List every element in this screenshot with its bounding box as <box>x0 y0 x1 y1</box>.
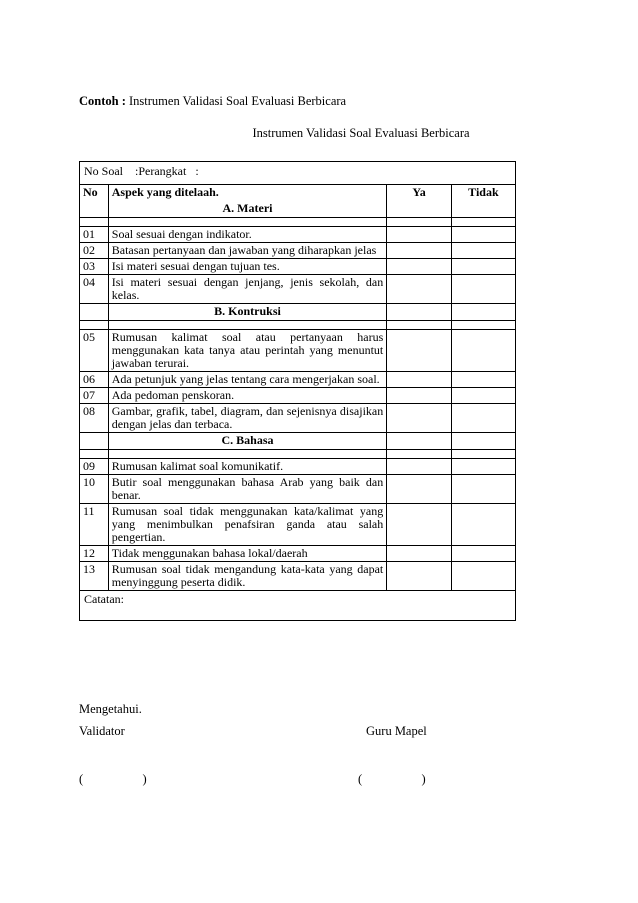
gap-cell <box>387 218 452 227</box>
section-gap-row <box>80 218 516 227</box>
tidak-checkbox-cell[interactable] <box>451 546 515 562</box>
section-title-row <box>80 201 516 218</box>
section-spacer <box>80 433 109 450</box>
item-number: 05 <box>80 330 109 372</box>
item-number: 08 <box>80 404 109 433</box>
section-title: B. Kontruksi <box>108 304 386 321</box>
gap-cell <box>387 321 452 330</box>
section-spacer <box>80 304 109 321</box>
column-header-ya: Ya <box>387 185 452 202</box>
example-caption <box>79 94 346 109</box>
tidak-checkbox-cell[interactable] <box>451 404 515 433</box>
column-header-no: No <box>80 185 109 202</box>
tidak-checkbox-cell[interactable] <box>451 227 515 243</box>
item-aspect: Batasan pertanyaan dan jawaban yang diharapkan jelas <box>108 243 386 259</box>
tidak-cell <box>451 201 515 218</box>
ya-checkbox-cell[interactable] <box>387 475 452 504</box>
item-number: 06 <box>80 372 109 388</box>
item-aspect: Soal sesuai dengan indikator. <box>108 227 386 243</box>
tidak-checkbox-cell[interactable] <box>451 243 515 259</box>
item-number: 09 <box>80 459 109 475</box>
ya-checkbox-cell[interactable] <box>387 504 452 546</box>
ya-checkbox-cell[interactable] <box>387 562 452 591</box>
table-row <box>80 330 516 372</box>
gap-cell <box>108 321 386 330</box>
item-number: 10 <box>80 475 109 504</box>
section-spacer <box>80 201 109 218</box>
item-aspect: Ada pedoman penskoran. <box>108 388 386 404</box>
item-number: 04 <box>80 275 109 304</box>
acknowledged-label: Mengetahui. <box>79 702 142 716</box>
item-aspect: Butir soal menggunakan bahasa Arab yang baik dan benar. <box>108 475 386 504</box>
table-row <box>80 404 516 433</box>
validator-signature-blank: ( ) <box>79 772 147 786</box>
gap-cell <box>387 450 452 459</box>
caption-text: Instrumen Validasi Soal Evaluasi Berbicara <box>125 94 347 108</box>
form-header: No Soal :Perangkat : <box>80 162 516 185</box>
item-aspect: Rumusan soal tidak menggunakan kata/kalimat yang yang menimbulkan penafsiran ganda atau salah pengertian. <box>108 504 386 546</box>
teacher-label: Guru Mapel <box>366 724 427 738</box>
caption-label: Contoh : <box>79 94 126 108</box>
ya-checkbox-cell[interactable] <box>387 459 452 475</box>
table-row <box>80 243 516 259</box>
ya-checkbox-cell[interactable] <box>387 259 452 275</box>
tidak-checkbox-cell[interactable] <box>451 475 515 504</box>
section-title: A. Materi <box>108 201 386 218</box>
notes-row <box>80 591 516 621</box>
ya-checkbox-cell[interactable] <box>387 275 452 304</box>
teacher-signature-blank: ( ) <box>358 772 426 786</box>
item-number: 03 <box>80 259 109 275</box>
validator-label: Validator <box>79 724 125 738</box>
tidak-cell <box>451 304 515 321</box>
item-aspect: Tidak menggunakan bahasa lokal/daerah <box>108 546 386 562</box>
tidak-checkbox-cell[interactable] <box>451 330 515 372</box>
section-gap-row <box>80 321 516 330</box>
item-aspect: Ada petunjuk yang jelas tentang cara mengerjakan soal. <box>108 372 386 388</box>
item-number: 01 <box>80 227 109 243</box>
tidak-checkbox-cell[interactable] <box>451 372 515 388</box>
section-title-row <box>80 304 516 321</box>
ya-cell <box>387 433 452 450</box>
ya-cell <box>387 304 452 321</box>
ya-checkbox-cell[interactable] <box>387 546 452 562</box>
tidak-checkbox-cell[interactable] <box>451 388 515 404</box>
section-gap-row <box>80 450 516 459</box>
item-aspect: Gambar, grafik, tabel, diagram, dan sejenisnya disajikan dengan jelas dan terbaca. <box>108 404 386 433</box>
table-row <box>80 259 516 275</box>
item-aspect: Rumusan kalimat soal komunikatif. <box>108 459 386 475</box>
column-header-tidak: Tidak <box>451 185 515 202</box>
table-row <box>80 227 516 243</box>
item-aspect: Rumusan soal tidak mengandung kata-kata yang dapat menyinggung peserta didik. <box>108 562 386 591</box>
gap-cell <box>451 450 515 459</box>
column-header-aspect: Aspek yang ditelaah. <box>108 185 386 202</box>
table-row <box>80 275 516 304</box>
instrument-title: Instrumen Validasi Soal Evaluasi Berbicara <box>252 126 470 140</box>
tidak-checkbox-cell[interactable] <box>451 259 515 275</box>
tidak-checkbox-cell[interactable] <box>451 275 515 304</box>
tidak-checkbox-cell[interactable] <box>451 562 515 591</box>
table-row <box>80 504 516 546</box>
tidak-checkbox-cell[interactable] <box>451 459 515 475</box>
table-row <box>80 388 516 404</box>
gap-cell <box>108 450 386 459</box>
item-aspect: Rumusan kalimat soal atau pertanyaan harus menggunakan kata tanya atau perintah yang menuntut jawaban terurai. <box>108 330 386 372</box>
tidak-checkbox-cell[interactable] <box>451 504 515 546</box>
ya-checkbox-cell[interactable] <box>387 243 452 259</box>
item-aspect: Isi materi sesuai dengan tujuan tes. <box>108 259 386 275</box>
gap-cell <box>80 218 109 227</box>
ya-checkbox-cell[interactable] <box>387 404 452 433</box>
section-title-row <box>80 433 516 450</box>
table-row <box>80 459 516 475</box>
gap-cell <box>80 450 109 459</box>
ya-checkbox-cell[interactable] <box>387 372 452 388</box>
gap-cell <box>108 218 386 227</box>
item-number: 02 <box>80 243 109 259</box>
item-aspect: Isi materi sesuai dengan jenjang, jenis sekolah, dan kelas. <box>108 275 386 304</box>
validation-table <box>79 161 516 621</box>
item-number: 13 <box>80 562 109 591</box>
ya-checkbox-cell[interactable] <box>387 388 452 404</box>
gap-cell <box>80 321 109 330</box>
notes-label: Catatan: <box>80 591 516 621</box>
ya-checkbox-cell[interactable] <box>387 227 452 243</box>
table-row <box>80 562 516 591</box>
item-number: 12 <box>80 546 109 562</box>
ya-cell <box>387 201 452 218</box>
tidak-cell <box>451 433 515 450</box>
item-number: 07 <box>80 388 109 404</box>
table-row <box>80 475 516 504</box>
ya-checkbox-cell[interactable] <box>387 330 452 372</box>
gap-cell <box>451 218 515 227</box>
table-row <box>80 546 516 562</box>
gap-cell <box>451 321 515 330</box>
table-row <box>80 372 516 388</box>
section-title: C. Bahasa <box>108 433 386 450</box>
item-number: 11 <box>80 504 109 546</box>
